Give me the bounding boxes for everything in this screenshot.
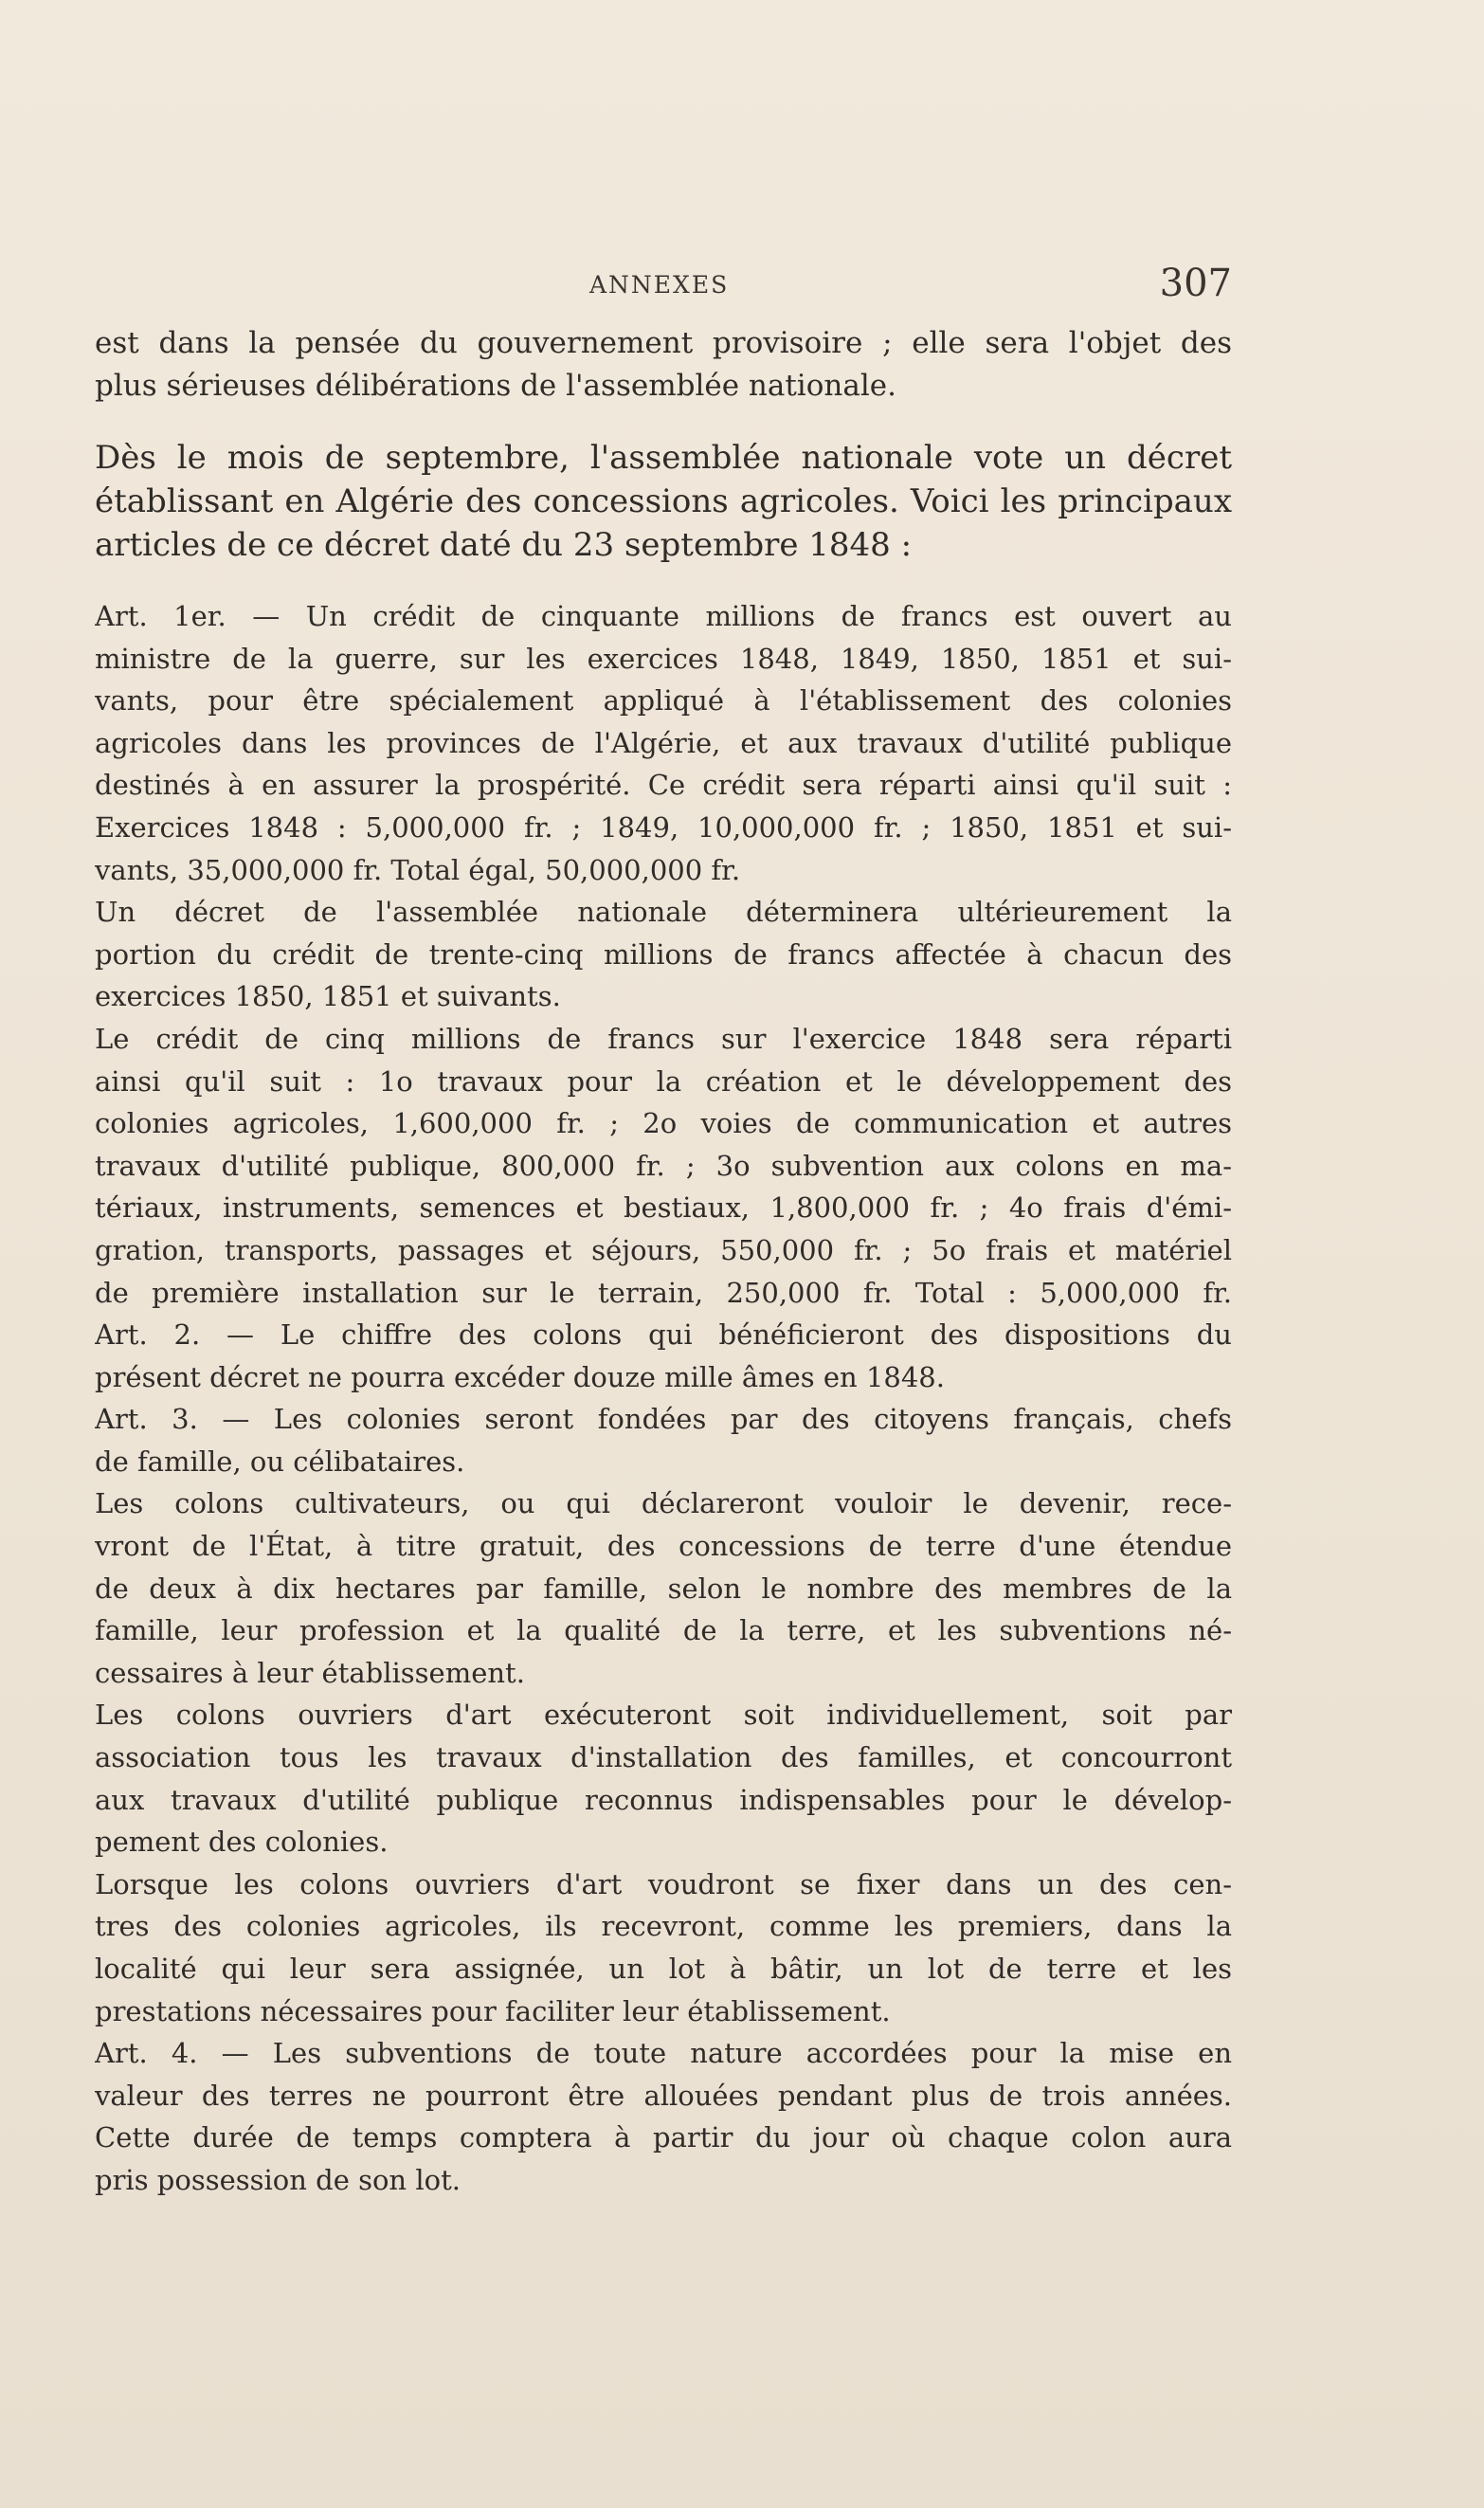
paragraph-p3 <box>95 595 1232 2202</box>
text-line: Les colons ouvriers d'art exécuteront soit individuellement, soit par <box>95 1699 1232 1732</box>
text-line: vront de l'État, à titre gratuit, des concessions de terre d'une étendue <box>95 1530 1232 1563</box>
text-line: Art. 1er. — Un crédit de cinquante millions de francs est ouvert au <box>95 600 1232 632</box>
text-line: est dans la pensée du gouvernement provisoire ; elle sera l'objet des <box>95 326 1232 360</box>
text-line: Dès le mois de septembre, l'assemblée nationale vote un décret <box>95 439 1232 477</box>
text-line: établissant en Algérie des concessions agricoles. Voici les principaux <box>95 482 1232 520</box>
text-line: travaux d'utilité publique, 800,000 fr. ; 3o subvention aux colons en ma- <box>95 1149 1232 1182</box>
text-line: destinés à en assurer la prospérité. Ce crédit sera réparti ainsi qu'il suit : <box>95 769 1232 802</box>
text-line: ministre de la guerre, sur les exercices 1848, 1849, 1850, 1851 et sui- <box>95 642 1232 675</box>
text-line: Lorsque les colons ouvriers d'art voudront se fixer dans un des cen- <box>95 1867 1232 1900</box>
text-line: plus sérieuses délibérations de l'assemblée nationale. <box>95 369 896 403</box>
text-line: vants, 35,000,000 fr. Total égal, 50,000,000 fr. <box>95 853 741 886</box>
paragraph-gap <box>95 567 1232 595</box>
page-number: 307 <box>1159 262 1232 305</box>
paragraph-p1 <box>95 322 1232 408</box>
text-line: valeur des terres ne pourront être allouées pendant plus de trois années. <box>95 2079 1232 2112</box>
text-line: famille, leur profession et la qualité de la terre, et les subventions né- <box>95 1614 1232 1647</box>
text-line: association tous les travaux d'installation des familles, et concourront <box>95 1741 1232 1774</box>
text-line: cessaires à leur établissement. <box>95 1656 525 1689</box>
text-line: agricoles dans les provinces de l'Algérie, et aux travaux d'utilité publique <box>95 726 1232 759</box>
text-line: tériaux, instruments, semences et bestiaux, 1,800,000 fr. ; 4o frais d'émi- <box>95 1191 1232 1225</box>
text-line: Un décret de l'assemblée nationale déterminera ultérieurement la <box>95 896 1232 929</box>
text-line: localité qui leur sera assignée, un lot à bâtir, un lot de terre et les <box>95 1953 1232 1985</box>
text-line: présent décret ne pourra excéder douze mille âmes en 1848. <box>95 1360 945 1393</box>
paragraph-p2 <box>95 436 1232 567</box>
text-line: Art. 3. — Les colonies seront fondées par des citoyens français, chefs <box>95 1403 1232 1436</box>
text-line: Exercices 1848 : 5,000,000 fr. ; 1849, 10,000,000 fr. ; 1850, 1851 et sui- <box>95 810 1232 844</box>
text-line: prestations nécessaires pour faciliter leur établissement. <box>95 1994 891 2027</box>
text-line: vants, pour être spécialement appliqué à l'établissement des colonies <box>95 684 1232 718</box>
text-line: exercices 1850, 1851 et suivants. <box>95 980 561 1013</box>
running-title: ANNEXES <box>589 271 730 299</box>
text-line: ainsi qu'il suit : 1o travaux pour la création et le développement des <box>95 1064 1232 1098</box>
text-line: Art. 2. — Le chiffre des colons qui bénéficieront des dispositions du <box>95 1318 1232 1352</box>
text-line: Les colons cultivateurs, ou qui déclareront vouloir le devenir, rece- <box>95 1487 1232 1520</box>
text-line: de deux à dix hectares par famille, selon le nombre des membres de la <box>95 1572 1232 1605</box>
text-line: articles de ce décret daté du 23 septembre 1848 : <box>95 526 913 564</box>
text-line: pris possession de son lot. <box>95 2163 461 2196</box>
text-line: de première installation sur le terrain, 250,000 fr. Total : 5,000,000 fr. <box>95 1276 1232 1309</box>
text-line: portion du crédit de trente-cinq millions de francs affectée à chacun des <box>95 937 1232 971</box>
text-line: de famille, ou célibataires. <box>95 1445 465 1478</box>
page-body <box>95 322 1232 2202</box>
text-line: gration, transports, passages et séjours, 550,000 fr. ; 5o frais et matériel <box>95 1233 1232 1266</box>
page-header <box>95 262 1232 305</box>
text-line: tres des colonies agricoles, ils recevront, comme les premiers, dans la <box>95 1910 1232 1943</box>
paragraph-gap <box>95 408 1232 436</box>
text-line: aux travaux d'utilité publique reconnus indispensables pour le dévelop- <box>95 1783 1232 1816</box>
text-line: Cette durée de temps comptera à partir du jour où chaque colon aura <box>95 2121 1232 2154</box>
text-line: Le crédit de cinq millions de francs sur l'exercice 1848 sera réparti <box>95 1022 1232 1055</box>
text-line: Art. 4. — Les subventions de toute nature accordées pour la mise en <box>95 2037 1232 2070</box>
text-line: pement des colonies. <box>95 1826 389 1859</box>
text-line: colonies agricoles, 1,600,000 fr. ; 2o voies de communication et autres <box>95 1107 1232 1140</box>
